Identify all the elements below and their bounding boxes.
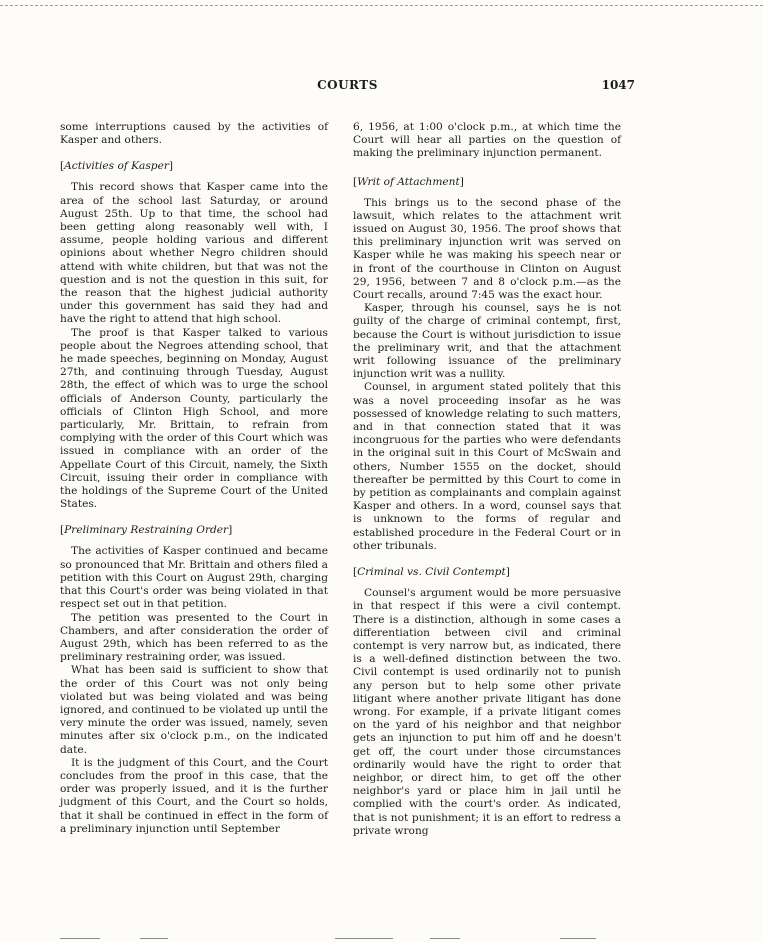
- paragraph: The proof is that Kasper talked to various people about the Negroes attending school, that he made speeches, beginning on Monday, August 27th, and continuing through Tuesday, August 28th, the effect of which was to urge the school officials of Anderson County, particularly the officials of Clinton High School, and more particularly, Mr. Brittain, to refrain from complying with the order of this Court which was issued in compliance with an order of the Appellate Court of this Circuit, namely, the Sixth Circuit, issuing their order in compliance with the holdings of the Supreme Court of the United States.: [60, 326, 328, 511]
- scan-bottom-edge: [0, 934, 763, 942]
- left-column: [60, 121, 328, 836]
- paragraph: The activities of Kasper continued and became so pronounced that Mr. Brittain and others filed a petition with this Court on August 29th, charging that this Court's order was being violated in that respect set out in that petition.: [60, 545, 328, 611]
- section-heading-text: Criminal vs. Civil Contempt: [357, 566, 506, 579]
- scan-mark: [60, 938, 100, 939]
- section-heading-writ-of-attachment: [Writ of Attachment]: [353, 175, 464, 188]
- section-heading-criminal-vs-civil-contempt: [Criminal vs. Civil Contempt]: [353, 566, 510, 579]
- paragraph: 6, 1956, at 1:00 o'clock p.m., at which time the Court will hear all parties on the question of making the preliminary injunction permanent.: [353, 121, 621, 160]
- section-heading-text: Writ of Attachment: [357, 175, 460, 188]
- paragraph: This record shows that Kasper came into the area of the school last Saturday, or around August 25th. Up to that time, the school had been getting along reasonably well with, I assume, people holding various and different opinions about whether Negro children should attend with white children, but that was not the question and is not the question in this suit, for the reason that the highest judicial authority under this government has said they had and have the right to attend that high school.: [60, 181, 328, 326]
- scan-mark: [560, 938, 596, 939]
- section-heading-text: Preliminary Restraining Order: [64, 524, 229, 537]
- paragraph: This brings us to the second phase of the lawsuit, which relates to the attachment writ issued on August 30, 1956. The proof shows that this preliminary injunction writ was served on Kasper while he was making his speech near or in front of the courthouse in Clinton on August 29, 1956, between 7 and 8 o'clock p.m.—as the Court recalls, around 7:45 was the exact hour.: [353, 196, 621, 302]
- paragraph: Counsel, in argument stated politely that this was a novel proceeding insofar as he was possessed of knowledge relating to such matters, and in that connection stated that it was incongruous for the parties who were defendants in the original suit in this Court of McSwain and others, Number 1555 on the docket, should thereafter be permitted by this Court to come in by petition as complainants and complain against Kasper and others. In a word, counsel says that is unknown to the forms of regular and established procedure in the Federal Court or in other tribunals.: [353, 381, 621, 552]
- section-heading-text: Activities of Kasper: [64, 160, 169, 173]
- paragraph: The petition was presented to the Court in Chambers, and after consideration the order of August 29th, which has been referred to as the preliminary restraining order, was issued.: [60, 611, 328, 664]
- paragraph: Counsel's argument would be more persuasive in that respect if this were a civil contempt. There is a distinction, although in some cases a differentiation between civil and criminal contempt is very narrow but, as indicated, there is a well-defined distinction between the two. Civil contempt is used ordinarily not to punish any person but to help some other private litigant where another private litigant has done wrong. For example, if a private litigant comes on the yard of his neighbor and that neighbor gets an injunction to put him off and he doesn't get off, the court under those circumstances ordinarily would have the right to order that neighbor, or direct him, to get off the other neighbor's yard or place him in jail until he complied with the court's order. As indicated, that is not punishment; it is an effort to redress a private wrong: [353, 587, 621, 837]
- section-heading-activities-of-kasper: [Activities of Kasper]: [60, 160, 174, 173]
- paragraph: What has been said is sufficient to show that the order of this Court was not only being violated but was being violated and was being ignored, and continued to be violated up until the very minute the order was issued, namely, seven minutes after six o'clock p.m., on the indicated date.: [60, 664, 328, 756]
- right-column: [353, 121, 621, 838]
- scan-mark: [430, 938, 460, 939]
- running-head: [60, 78, 635, 94]
- paragraph: Kasper, through his counsel, says he is not guilty of the charge of criminal contempt, first, because the Court is without jurisdiction to issue the preliminary writ, and that the attachment writ following issuance of the preliminary injunction writ was a nullity.: [353, 302, 621, 381]
- scan-mark: [335, 938, 393, 939]
- running-title: COURTS: [317, 78, 378, 92]
- scan-mark: [140, 938, 168, 939]
- paragraph: It is the judgment of this Court, and the Court concludes from the proof in this case, that the order was properly issued, and it is the further judgment of this Court, and the Court so holds, that it shall be continued in effect in the form of a preliminary injunction until September: [60, 756, 328, 835]
- section-heading-preliminary-restraining-order: [Preliminary Restraining Order]: [60, 524, 233, 537]
- paragraph: some interruptions caused by the activities of Kasper and others.: [60, 121, 328, 147]
- page-number: 1047: [601, 78, 635, 92]
- scan-top-edge: [0, 5, 763, 6]
